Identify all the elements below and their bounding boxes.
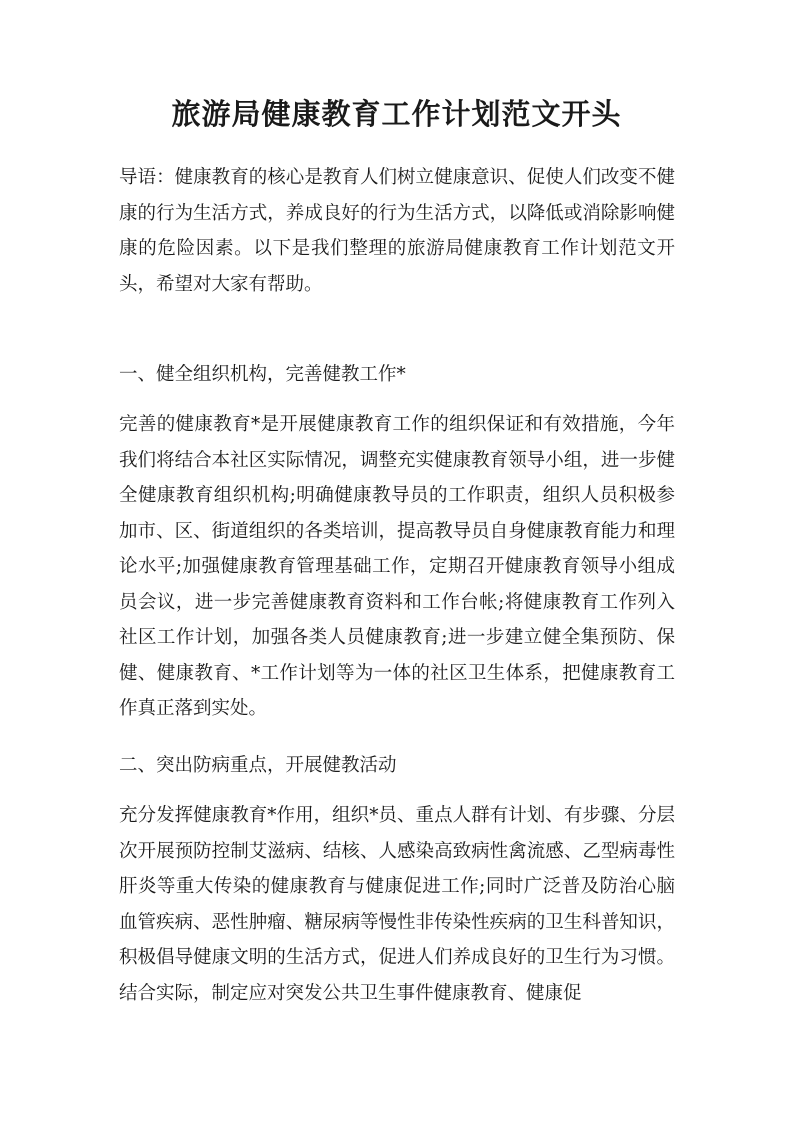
section-paragraph-1: 完善的健康教育*是开展健康教育工作的组织保证和有效措施，今年我们将结合本社区实际情况，调整充实健康教育领导小组，进一步健全健康教育组织机构;明确健康教导员的工作职责，组织人员积极参加市、区、街道组织的各类培训，提高教导员自身健康教育能力和理论水平;加强健康教育管理基础工作，定期召开健康教育领导小组成员会议，进一步完善健康教育资料和工作台帐;将健康教育工作列入社区工作计划，加强各类人员健康教育;进一步建立健全集预防、保健、健康教育、*工作计划等为一体的社区卫生体系，把健康教育工作真正落到实处。 [119, 414, 675, 719]
section-heading-1: 一、健全组织机构，完善健教工作* [119, 364, 406, 385]
section-heading-2: 二、突出防病重点，开展健教活动 [119, 755, 397, 776]
document-title: 旅游局健康教育工作计划范文开头 [171, 97, 622, 131]
section-paragraph-2: 充分发挥健康教育*作用，组织*员、重点人群有计划、有步骤、分层次开展预防控制艾滋病、结核、人感染高致病性禽流感、乙型病毒性肝炎等重大传染的健康教育与健康促进工作;同时广泛普及防治心脑血管疾病、恶性肿瘤、糖尿病等慢性非传染性疾病的卫生科普知识，积极倡导健康文明的生活方式，促进人们养成良好的卫生行为习惯。结合实际，制定应对突发公共卫生事件健康教育、健康促 [119, 805, 675, 1004]
intro-paragraph: 导语：健康教育的核心是教育人们树立健康意识、促使人们改变不健康的行为生活方式，养成良好的行为生活方式，以降低或消除影响健康的危险因素。以下是我们整理的旅游局健康教育工作计划范文开头，希望对大家有帮助。 [119, 167, 675, 295]
